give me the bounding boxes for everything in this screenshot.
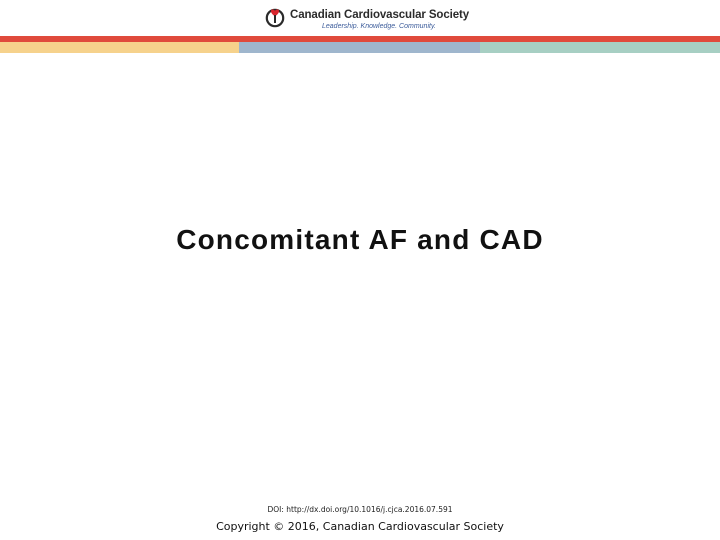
header-band-blue — [239, 42, 480, 53]
header-band-teal — [480, 42, 720, 53]
doi-citation: DOI: http://dx.doi.org/10.1016/j.cjca.2016.07.591 — [267, 505, 453, 514]
ccs-heart-logo-icon — [264, 6, 286, 28]
org-name: Canadian Cardiovascular Society — [290, 9, 470, 21]
ccs-logo — [264, 6, 469, 31]
slide-header — [0, 0, 720, 36]
slide-title: Concomitant AF and CAD — [176, 224, 544, 255]
copyright-notice: Copyright © 2016, Canadian Cardiovascular Society — [216, 520, 504, 533]
header-band-yellow — [0, 42, 239, 53]
org-tagline: Leadership. Knowledge. Community. — [322, 23, 436, 30]
